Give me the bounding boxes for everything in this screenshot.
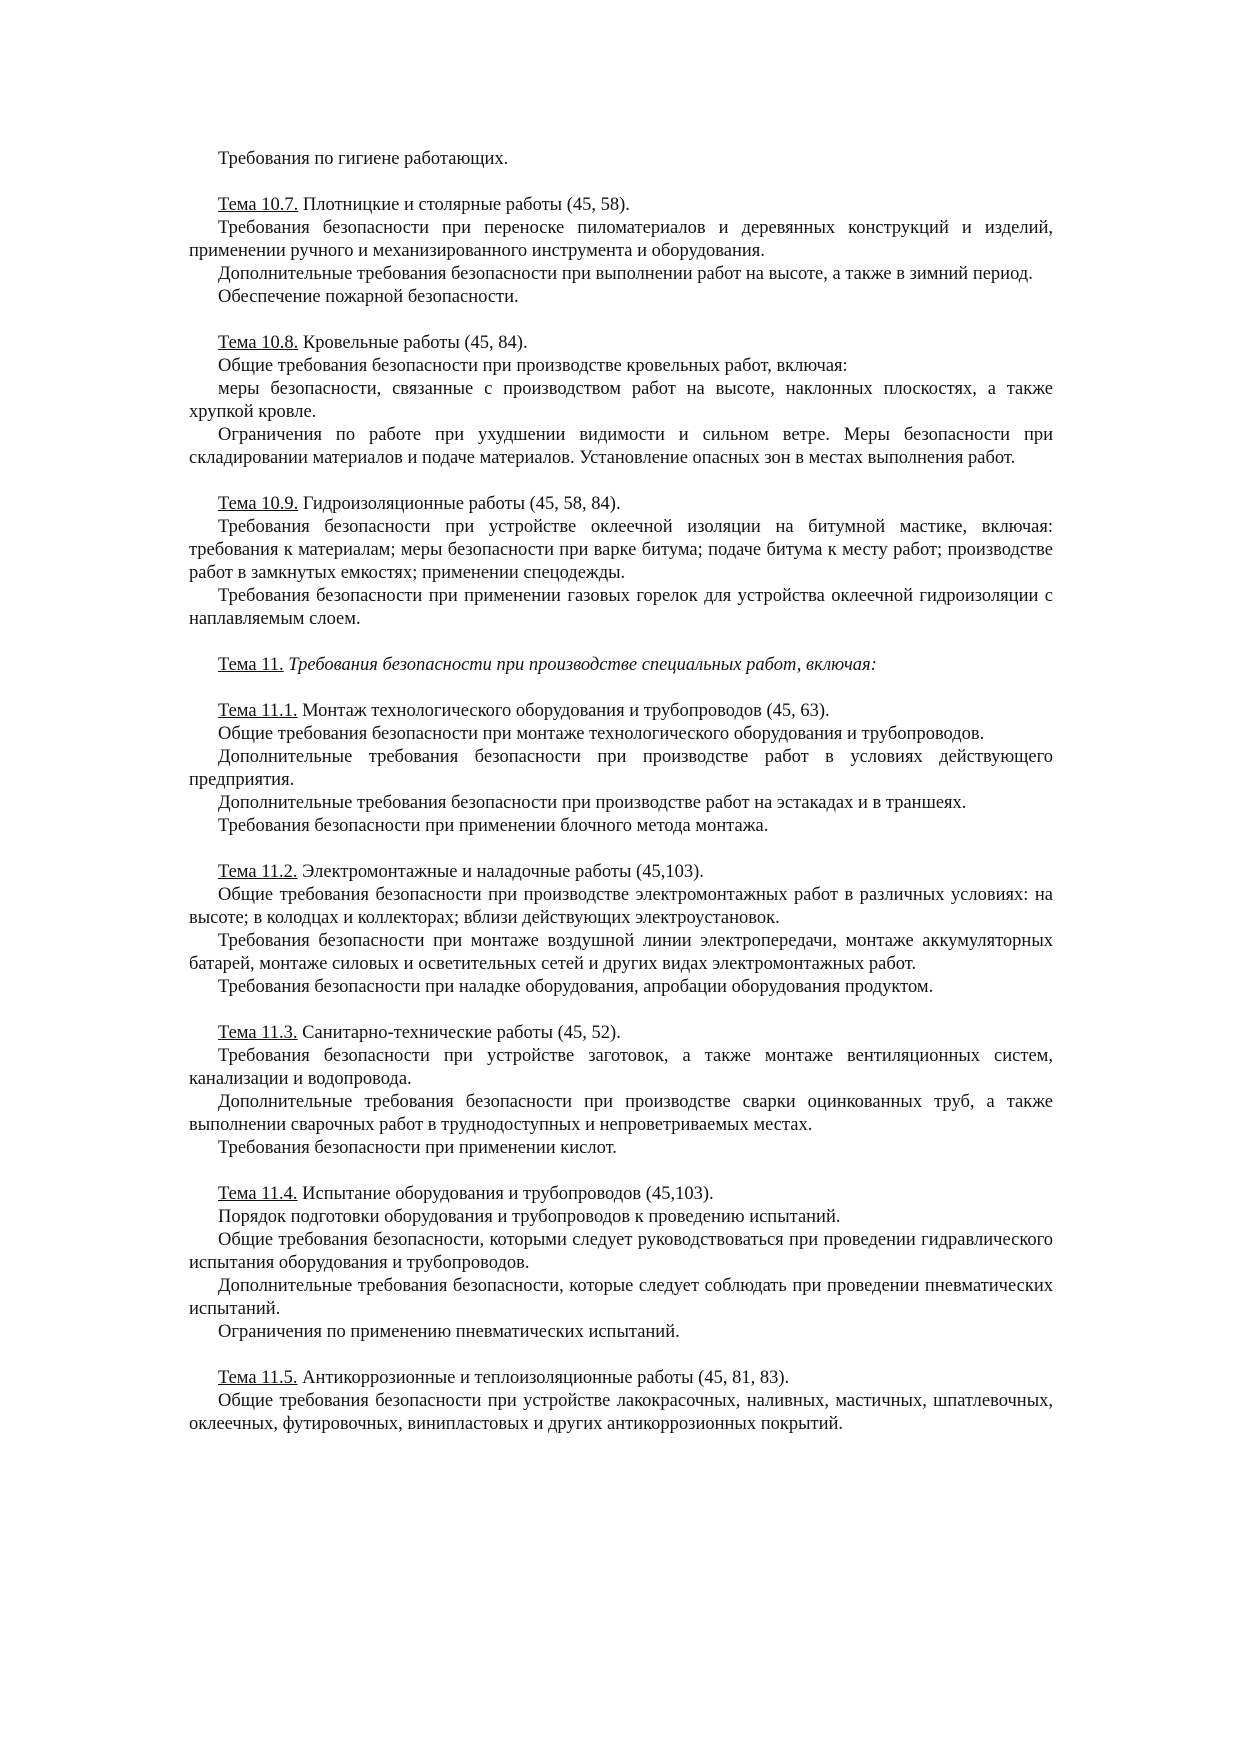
body-paragraph: Требования безопасности при переноске пиломатериалов и деревянных конструкций и изделий, применении ручного и механизированного инструмента и оборудования. bbox=[189, 218, 1053, 261]
body-paragraph: Требования безопасности при монтаже воздушной линии электропередачи, монтаже аккумуляторных батарей, монтаже силовых и осветительных сетей и других видах электромонтажных работ. bbox=[189, 931, 1053, 974]
topic-heading bbox=[189, 332, 1053, 355]
body-paragraph: Дополнительные требования безопасности при производстве работ в условиях действующего предприятия. bbox=[189, 747, 1053, 790]
topic-heading bbox=[189, 1022, 1053, 1045]
topic-heading bbox=[189, 861, 1053, 884]
topic-number: Тема 11.1. bbox=[218, 701, 298, 721]
body-paragraph: Ограничения по применению пневматических испытаний. bbox=[218, 1322, 680, 1342]
topic-heading bbox=[189, 493, 1053, 516]
body-paragraph: Общие требования безопасности при производстве электромонтажных работ в различных условиях: на высоте; в колодцах и коллекторах; вблизи действующих электроустановок. bbox=[189, 885, 1053, 928]
body-paragraph: Требования безопасности при применении блочного метода монтажа. bbox=[218, 816, 769, 836]
body-paragraph: Общие требования безопасности при устройстве лакокрасочных, наливных, мастичных, шпатлевочных, оклеечных, футировочных, винипластовых и других антикоррозионных покрытий. bbox=[189, 1391, 1053, 1434]
topic-number: Тема 11.3. bbox=[218, 1023, 298, 1043]
paragraph-spacer bbox=[189, 309, 1053, 332]
topic-number: Тема 11.5. bbox=[218, 1368, 298, 1388]
topic-number: Тема 10.8. bbox=[218, 333, 299, 353]
body-paragraph: Общие требования безопасности при производстве кровельных работ, включая: bbox=[218, 356, 848, 376]
topic-title: Испытание оборудования и трубопроводов (45,103). bbox=[297, 1184, 714, 1204]
document-page bbox=[189, 148, 1053, 1436]
topic-heading bbox=[189, 194, 1053, 217]
paragraph-spacer bbox=[189, 631, 1053, 654]
body-paragraph: Общие требования безопасности при монтаже технологического оборудования и трубопроводов. bbox=[218, 724, 985, 744]
body-paragraph: Дополнительные требования безопасности, которые следует соблюдать при проведении пневматических испытаний. bbox=[189, 1276, 1053, 1319]
topic-title: Гидроизоляционные работы (45, 58, 84). bbox=[298, 494, 621, 514]
topic-heading bbox=[189, 700, 1053, 723]
topic-number: Тема 11.2. bbox=[218, 862, 298, 882]
topic-heading bbox=[189, 1183, 1053, 1206]
topic-title: Электромонтажные и наладочные работы (45,103). bbox=[297, 862, 704, 882]
body-paragraph: Обеспечение пожарной безопасности. bbox=[218, 287, 519, 307]
body-paragraph: Требования безопасности при применении кислот. bbox=[218, 1138, 617, 1158]
topic-title: Плотницкие и столярные работы (45, 58). bbox=[298, 195, 630, 215]
body-paragraph: Дополнительные требования безопасности при выполнении работ на высоте, а также в зимний период. bbox=[218, 264, 1033, 284]
body-paragraph: Общие требования безопасности, которыми следует руководствоваться при проведении гидравлического испытания оборудования и трубопроводов. bbox=[189, 1230, 1053, 1273]
topic-number: Тема 10.9. bbox=[218, 494, 299, 514]
paragraph-spacer bbox=[189, 838, 1053, 861]
paragraph-spacer bbox=[189, 1344, 1053, 1367]
topic-heading bbox=[189, 654, 1053, 677]
body-paragraph: Ограничения по работе при ухудшении видимости и сильном ветре. Меры безопасности при складировании материалов и подаче материалов. Установление опасных зон в местах выполнения работ. bbox=[189, 425, 1053, 468]
body-paragraph: Дополнительные требования безопасности при производстве работ на эстакадах и в траншеях. bbox=[218, 793, 967, 813]
topic-title: Требования безопасности при производстве специальных работ, включая: bbox=[283, 655, 877, 675]
paragraph-spacer bbox=[189, 171, 1053, 194]
body-paragraph: Порядок подготовки оборудования и трубопроводов к проведению испытаний. bbox=[218, 1207, 841, 1227]
topic-title: Антикоррозионные и теплоизоляционные работы (45, 81, 83). bbox=[297, 1368, 790, 1388]
paragraph-spacer bbox=[189, 470, 1053, 493]
topic-number: Тема 11.4. bbox=[218, 1184, 298, 1204]
paragraph-spacer bbox=[189, 999, 1053, 1022]
body-paragraph: Требования по гигиене работающих. bbox=[218, 149, 509, 169]
body-paragraph: Требования безопасности при наладке оборудования, апробации оборудования продуктом. bbox=[218, 977, 934, 997]
topic-number: Тема 10.7. bbox=[218, 195, 299, 215]
topic-number: Тема 11. bbox=[218, 655, 284, 675]
body-paragraph: меры безопасности, связанные с производством работ на высоте, наклонных плоскостях, а также хрупкой кровле. bbox=[189, 379, 1053, 422]
body-paragraph: Дополнительные требования безопасности при производстве сварки оцинкованных труб, а также выполнении сварочных работ в труднодоступных и непроветриваемых местах. bbox=[189, 1092, 1053, 1135]
topic-title: Санитарно-технические работы (45, 52). bbox=[297, 1023, 621, 1043]
topic-title: Монтаж технологического оборудования и трубопроводов (45, 63). bbox=[297, 701, 830, 721]
paragraph-spacer bbox=[189, 1160, 1053, 1183]
topic-heading bbox=[189, 1367, 1053, 1390]
body-paragraph: Требования безопасности при устройстве заготовок, а также монтаже вентиляционных систем, канализации и водопровода. bbox=[189, 1046, 1053, 1089]
paragraph-spacer bbox=[189, 677, 1053, 700]
body-paragraph: Требования безопасности при применении газовых горелок для устройства оклеечной гидроизоляции с наплавляемым слоем. bbox=[189, 586, 1053, 629]
topic-title: Кровельные работы (45, 84). bbox=[298, 333, 528, 353]
body-paragraph: Требования безопасности при устройстве оклеечной изоляции на битумной мастике, включая: требования к материалам; меры безопасности при варке битума; подаче битума к месту работ; производстве работ в замкнутых емкостях; применении спецодежды. bbox=[189, 517, 1053, 583]
